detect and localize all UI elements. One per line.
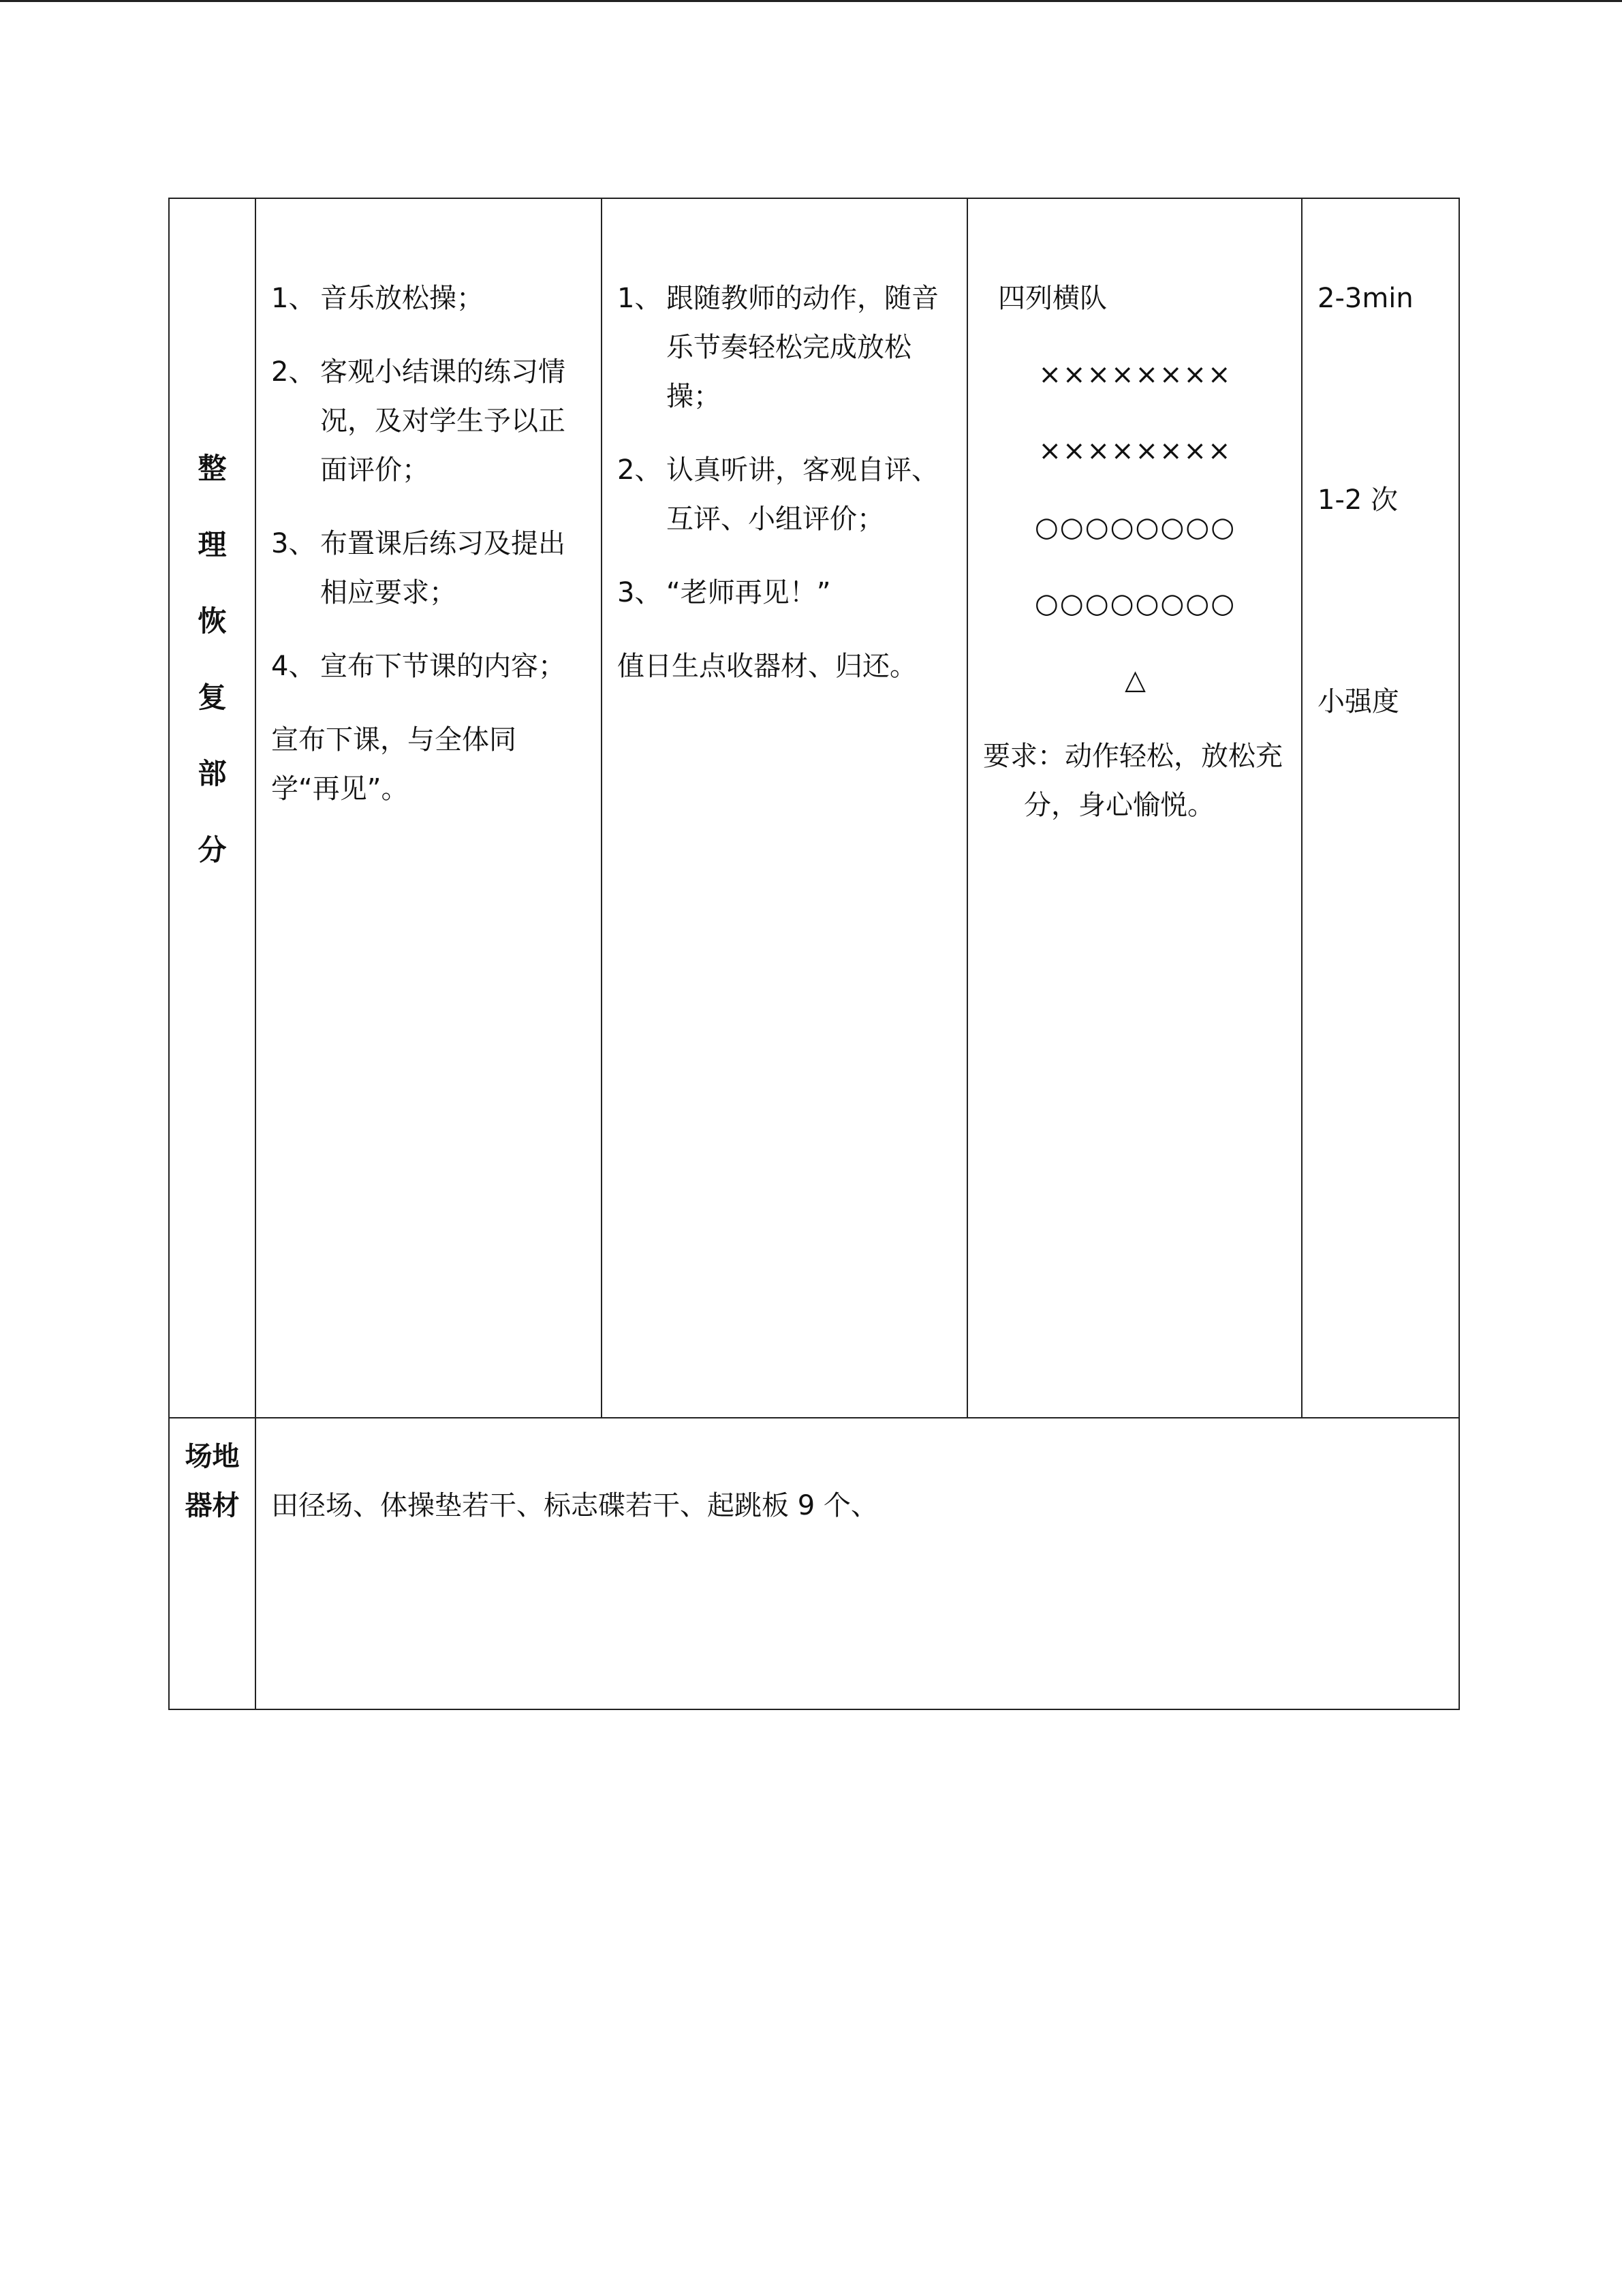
list-item [271, 519, 584, 617]
item-text: “老师再见！” [666, 577, 831, 608]
cooldown-row [169, 198, 1459, 1418]
formation-row-students: ×××××××× [1038, 359, 1232, 390]
organization-cell [967, 198, 1302, 1418]
item-number: 2、 [617, 454, 662, 486]
count-value: 1-2 次 [1317, 484, 1399, 516]
venue-text: 田径场、体操垫若干、标志碟若干、起跳板 9 个、 [271, 1490, 878, 1521]
load-cell [1302, 198, 1459, 1418]
venue-row [169, 1418, 1459, 1709]
section-title [170, 199, 255, 888]
item-text: 布置课后练习及提出相应要求； [320, 528, 565, 608]
venue-label [170, 1418, 255, 1530]
section-title-char: 整 [198, 452, 227, 485]
section-title-char: 恢 [198, 604, 227, 638]
teacher-activities-cell [255, 198, 602, 1418]
list-item [271, 347, 584, 495]
section-title-char: 复 [198, 681, 227, 714]
list-item [617, 568, 950, 617]
item-text: 客观小结课的练习情况，及对学生予以正面评价； [320, 356, 565, 486]
item-number: 1、 [271, 283, 316, 314]
student-activities-cell [602, 198, 967, 1418]
requirement-text: 要求：动作轻松，放松充分，身心愉悦。 [983, 741, 1283, 821]
item-number: 2、 [271, 356, 316, 388]
venue-label-line: 器材 [185, 1490, 240, 1521]
item-number: 1、 [617, 283, 662, 314]
section-title-char: 分 [198, 833, 227, 867]
formation-row-students: ○○○○○○○○ [1034, 588, 1236, 619]
lesson-plan-table [168, 198, 1460, 1710]
section-title-char: 部 [198, 757, 227, 790]
item-text: 宣布下节课的内容； [320, 651, 565, 682]
teacher-triangle-icon: △ [1125, 664, 1146, 696]
item-number: 4、 [271, 651, 316, 682]
item-text: 音乐放松操； [320, 283, 484, 314]
item-text: 认真听讲，客观自评、互评、小组评价； [666, 454, 939, 535]
student-closing: 值日生点收器材、归还。 [617, 651, 917, 682]
formation-row-students: ×××××××× [1038, 435, 1232, 467]
list-item [617, 274, 950, 421]
intensity-value: 小强度 [1317, 686, 1399, 717]
section-title-char: 理 [198, 528, 227, 561]
venue-label-cell [169, 1418, 255, 1709]
time-value: 2-3min [1317, 283, 1414, 314]
item-number: 3、 [617, 577, 662, 608]
list-item [617, 446, 950, 544]
formation-row-students: ○○○○○○○○ [1034, 512, 1236, 543]
item-text: 跟随教师的动作，随音乐节奏轻松完成放松操； [666, 283, 939, 412]
list-item [271, 274, 584, 323]
venue-text-cell [255, 1418, 1459, 1709]
formation-label: 四列横队 [998, 283, 1107, 314]
venue-label-line: 场地 [185, 1441, 240, 1472]
section-title-cell [169, 198, 255, 1418]
document-page [0, 2, 1622, 2296]
teacher-closing: 宣布下课，与全体同学“再见”。 [271, 724, 516, 805]
list-item [271, 642, 584, 691]
item-number: 3、 [271, 528, 316, 559]
